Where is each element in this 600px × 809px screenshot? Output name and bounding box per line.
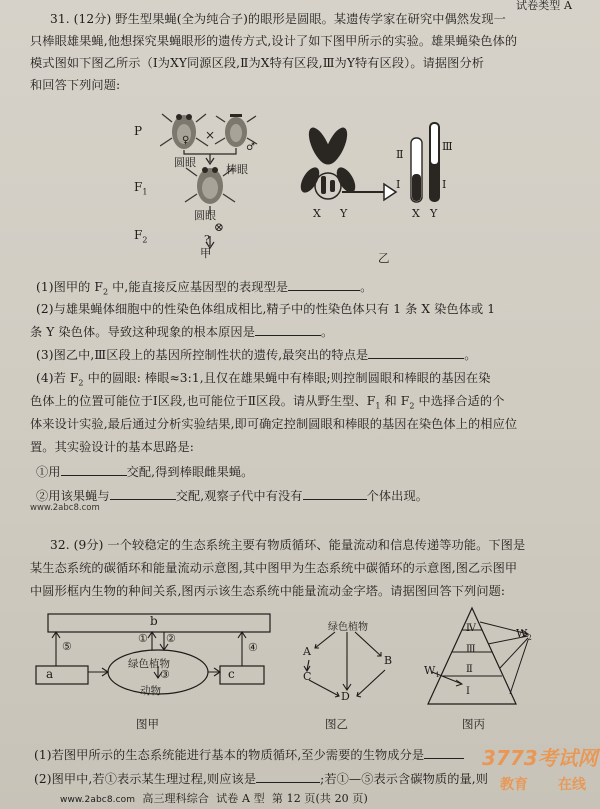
q32-sub2: (2)图甲中,若①表示某生理过程,则应该是 ;若①—⑤表示含碳物质的量,则: [34, 772, 489, 786]
q31-sub4-step2: ②用该果蝇与 交配,观察子代中有没有 个体出现。: [36, 489, 429, 503]
brand-watermark: 3773考试网: [482, 746, 598, 770]
label-n3: ③: [160, 668, 170, 681]
footer-paper: 试卷 A 型: [216, 792, 265, 805]
q32-line3: 中圆形框内生物的种间关系,图丙示该生态系统中能量流动金字塔。请据图回答下列问题:: [30, 584, 506, 598]
level-i: Ⅰ: [466, 686, 470, 697]
answer-blank[interactable]: [256, 770, 320, 783]
label-C: C: [303, 670, 312, 683]
level-ii: Ⅱ: [466, 664, 473, 675]
box-a: [36, 666, 88, 684]
label-w1: $W_1$: [424, 664, 440, 680]
answer-blank[interactable]: [255, 323, 321, 336]
x-label-right: X: [412, 207, 420, 220]
q31-sub3: (3)图乙中,Ⅲ区段上的基因所控制性状的遗传,最突出的特点是 。: [36, 348, 477, 362]
segment-i-right-label: Ⅰ: [442, 178, 447, 191]
q31-line4: 和回答下列问题:: [30, 78, 121, 92]
fig-32-jia-title: 图甲: [136, 717, 159, 731]
label-n2: ②: [166, 632, 176, 645]
gen-p-label: P: [134, 124, 143, 138]
answer-blank[interactable]: [368, 346, 464, 359]
q31-sub2-line1: (2)与雄果蝇体细胞中的性染色体组成相比,精子中的性染色体只有 1 条 X 染色体或 1: [36, 302, 496, 316]
box-b: [48, 614, 270, 632]
q32-sub1: (1)若图甲所示的生态系统能进行基本的物质循环,至少需要的生物成分是: [34, 746, 464, 763]
q31-line2: 只棒眼雄果蝇,他想探究果蝇眼形的遗传方式,设计了如下图甲所示的实验。雄果蝇染色体的: [30, 34, 518, 48]
answer-blank[interactable]: [303, 487, 367, 500]
f2-unknown: ?: [204, 233, 210, 246]
y-label-left: Y: [340, 207, 348, 220]
site-watermark: www.2abc8.com: [30, 503, 100, 513]
xy-circle: [315, 173, 341, 199]
arrow-right-icon: [384, 184, 396, 200]
segment-iii-label: Ⅲ: [442, 140, 453, 153]
male-symbol: ♂: [246, 142, 255, 153]
label-b: b: [150, 614, 158, 628]
footer: [60, 791, 368, 808]
footer-subject: 高三理科综合: [142, 792, 209, 805]
x-label-left: X: [313, 207, 321, 220]
label-n5: ⑤: [62, 640, 72, 653]
q31-sub4-line3: 体来设计实验,最后通过分析实验结果,即可确定控制圆眼和棒眼的基因在染色体上的相应位: [30, 417, 518, 431]
answer-blank[interactable]: [424, 746, 464, 759]
level-iii: Ⅲ: [466, 644, 476, 655]
answer-blank[interactable]: [110, 487, 176, 500]
label-n1: ①: [138, 632, 148, 645]
q31-line3: 模式图如下图乙所示（Ⅰ为XY同源区段,Ⅱ为X特有区段,Ⅲ为Y特有区段）。请据图分析: [30, 56, 485, 70]
paper-type-label: 试卷类型 A: [516, 0, 573, 12]
answer-blank[interactable]: [288, 278, 360, 291]
label-w2: $W_2$: [516, 627, 532, 643]
label-n4: ④: [248, 641, 258, 654]
label-animals: 动物: [140, 685, 161, 697]
brand-watermark-sub: 教育 在线: [500, 777, 586, 793]
fig-32-yi-title: 图乙: [325, 717, 348, 731]
segment-i-left-label: Ⅰ: [396, 178, 401, 191]
q31-sub4-line1: (4)若 $F_2$ 中的圆眼: 棒眼≈3:1,且仅在雄果蝇中有棒眼;则控制圆眼和棒眼的基因在染: [36, 371, 491, 388]
female-symbol: ♀: [182, 135, 190, 146]
q31-sub4-step1: ①用 交配,得到棒眼雌果蝇。: [36, 465, 254, 479]
segment-ii-label: Ⅱ: [396, 148, 404, 161]
q31-sub1: (1)图甲的 $F_2$ 中,能直接反应基因型的表现型是 。: [36, 280, 373, 297]
f1-round-eye-label: 圆眼: [194, 209, 216, 222]
label-a: a: [46, 667, 54, 681]
footer-site: www.2abc8.com: [60, 795, 136, 805]
q32-line1: 32. (9分) 一个较稳定的生态系统主要有物质循环、能量流动和信息传递等功能。下图是: [50, 538, 526, 552]
label-A: A: [303, 645, 311, 658]
label-B: B: [384, 654, 393, 667]
q32-line2: 某生态系统的碳循环和能量流动示意图,其中图甲为生态系统中碳循环的示意图,图乙示图甲: [30, 561, 518, 575]
fly-cross-diagram: [160, 108, 280, 258]
box-c: [220, 666, 264, 684]
fig-yi-title: 乙: [378, 251, 390, 265]
cross-symbol: ×: [205, 128, 216, 142]
q31-sub4-line4: 置。其实验设计的基本思路是:: [30, 440, 194, 454]
q31-sub2-line2: 条 Y 染色体。导致这种现象的根本原因是 。: [30, 325, 334, 339]
energy-pyramid-diagram: [422, 604, 562, 708]
chromosome-pairs-icon: [297, 124, 359, 195]
q31-line1: 31. (12分) 野生型果蝇(全为纯合子)的眼形是圆眼。某遗传学家在研究中偶然发现一: [50, 12, 506, 26]
bar-eye-label: 棒眼: [226, 163, 248, 176]
label-c: c: [228, 667, 235, 681]
answer-blank[interactable]: [61, 463, 127, 476]
y-label-right: Y: [430, 207, 438, 220]
selfing-icon: ⊗: [214, 220, 225, 234]
round-eye-label: 圆眼: [174, 156, 196, 169]
fig-32-bing-title: 图丙: [462, 717, 485, 731]
gen-f2-label: $F_2$: [134, 228, 148, 245]
label-plants: 绿色植物: [128, 658, 170, 670]
level-iv: Ⅳ: [466, 623, 476, 634]
gen-f1-label: $F_1$: [134, 180, 148, 197]
footer-page: 第 12 页(共 20 页): [271, 792, 368, 805]
fig-jia-title: 甲: [200, 246, 212, 260]
label-D: D: [341, 690, 350, 703]
q31-sub4-line2: 色体上的位置可能位于Ⅰ区段,也可能位于Ⅱ区段。请从野生型、$F_1$ 和 $F_2$ 中选择合适的个: [30, 394, 505, 411]
label-plants-yi: 绿色植物: [328, 622, 368, 633]
